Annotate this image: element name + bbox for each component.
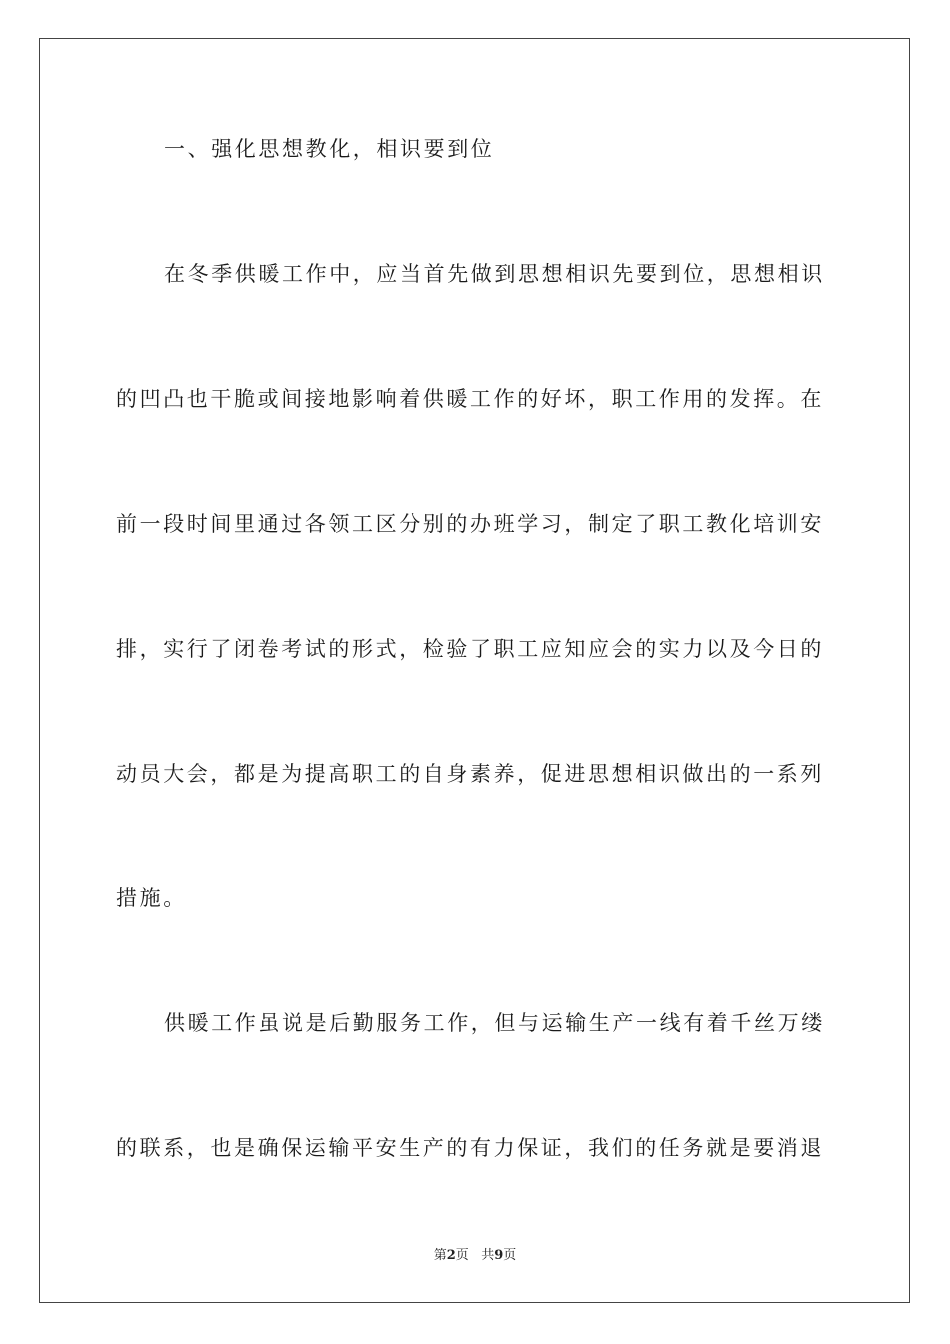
page-prefix: 第: [433, 1248, 447, 1263]
total-suffix: 页: [503, 1248, 517, 1263]
paragraph-line-5: 动员大会，都是为提高职工的自身素养，促进思想相识做出的一系列: [116, 762, 824, 786]
total-pages: 9: [494, 1248, 504, 1263]
paragraph-line-2: 的凹凸也干脆或间接地影响着供暖工作的好坏，职工作用的发挥。在: [116, 387, 824, 411]
paragraph-line-3: 前一段时间里通过各领工区分别的办班学习，制定了职工教化培训安: [116, 512, 824, 536]
paragraph-line-6: 措施。: [116, 886, 187, 910]
paragraph-line-1: 在冬季供暖工作中，应当首先做到思想相识先要到位，思想相识: [164, 262, 825, 286]
page-suffix: 页: [455, 1248, 469, 1263]
paragraph-line-7: 供暖工作虽说是后勤服务工作，但与运输生产一线有着千丝万缕: [164, 1011, 825, 1035]
page-number: 2: [446, 1248, 456, 1263]
paragraph-line-4: 排，实行了闭卷考试的形式，检验了职工应知应会的实力以及今日的: [116, 637, 824, 661]
page-border: [39, 38, 910, 1303]
page-footer: [0, 1246, 950, 1266]
section-heading: 一、强化思想教化，相识要到位: [164, 137, 495, 161]
paragraph-line-8: 的联系，也是确保运输平安生产的有力保证，我们的任务就是要消退: [116, 1136, 824, 1160]
total-prefix: 共: [481, 1248, 495, 1263]
